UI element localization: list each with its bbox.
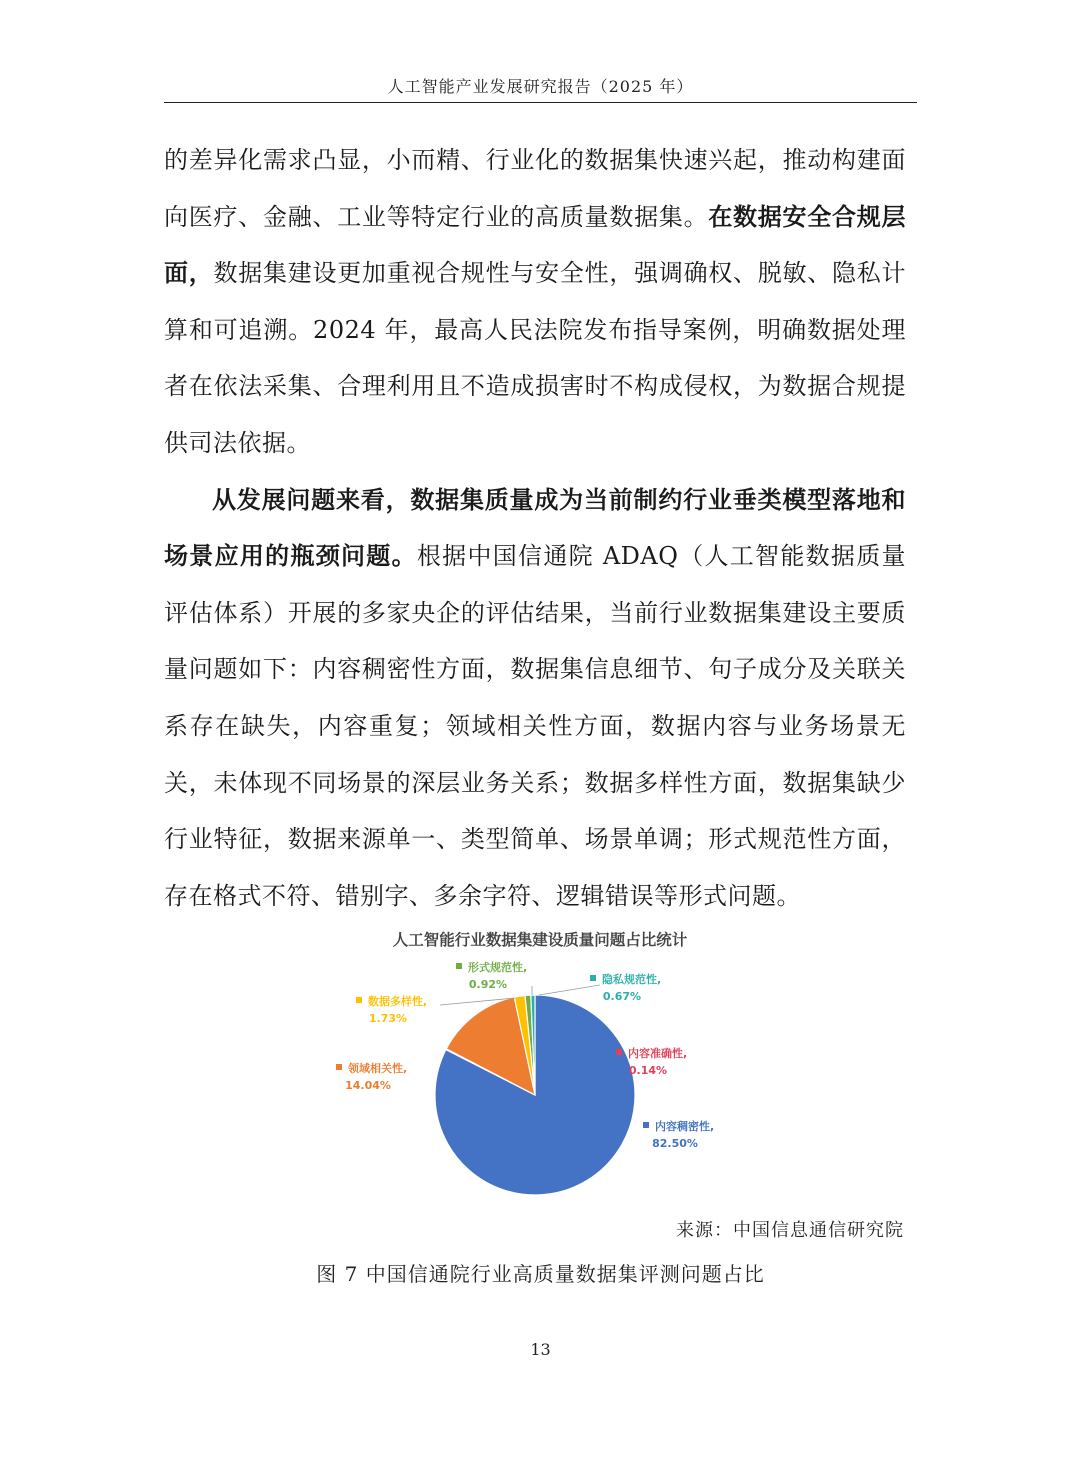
header-rule (164, 102, 917, 103)
legend-marker-6 (616, 1049, 622, 1055)
slice-label-1: 内容稠密性, (655, 1120, 715, 1133)
paragraph-1 (164, 132, 906, 472)
paragraph-1-text-c: 数据集建设更加重视合规性与安全性，强调确权、脱敏、隐私计算和可追溯。2024 年，最高人民法院发布指导案例，明确数据处理者在依法采集、合理利用且不造成损害时不构成侵权，为数据合规提供司法依据。 (164, 259, 906, 457)
pie-chart (320, 955, 760, 1205)
running-header: 人工智能产业发展研究报告（2025 年） (387, 77, 694, 96)
paragraph-1-bold: 在数据安全合规层面， (164, 202, 907, 288)
legend-marker-5 (590, 975, 596, 981)
page-number: 13 (530, 1340, 551, 1359)
slice-label-4: 形式规范性, (468, 961, 528, 974)
slice-value-4: 0.92% (468, 978, 508, 991)
body-text (164, 132, 906, 924)
slice-value-6: 0.14% (628, 1064, 668, 1077)
slice-value-3: 1.73% (368, 1012, 408, 1025)
paragraph-2 (164, 472, 906, 925)
slice-label-6: 内容准确性, (628, 1047, 688, 1060)
legend-marker-1 (643, 1122, 649, 1128)
slice-value-2: 14.04% (345, 1079, 391, 1092)
figure-caption: 图 7 中国信通院行业高质量数据集评测问题占比 (316, 1262, 765, 1286)
leader-line-5 (539, 985, 600, 995)
source-note: 来源：中国信息通信研究院 (676, 1220, 904, 1241)
paragraph-1-text-a: 的差异化需求凸显，小而精、行业化的数据集快速兴起，推动构建面向医疗、金融、工业等特定行业的高质量数据集。 (164, 146, 906, 231)
slice-label-3: 数据多样性, (368, 995, 428, 1008)
legend-marker-3 (356, 997, 362, 1003)
paragraph-2-text: 根据中国信通院 ADAQ（人工智能数据质量评估体系）开展的多家央企的评估结果，当前行业数据集建设主要质量问题如下：内容稠密性方面，数据集信息细节、句子成分及关联关系存在缺失，内容重复；领域相关性方面，数据内容与业务场景无关，未体现不同场景的深层业务关系；数据多样性方面，数据集缺少行业特征，数据来源单一、类型简单、场景单调；形式规范性方面，存在格式不符、错别字、多余字符、逻辑错误等形式问题。 (164, 542, 906, 910)
slice-value-5: 0.67% (602, 990, 642, 1003)
slice-label-5: 隐私规范性, (602, 973, 662, 986)
paragraph-2-bold: 从发展问题来看，数据集质量成为当前制约行业垂类模型落地和场景应用的瓶颈问题。 (164, 485, 906, 571)
legend-marker-2 (336, 1064, 342, 1070)
chart-title: 人工智能行业数据集建设质量问题占比统计 (392, 931, 688, 949)
slice-value-1: 82.50% (652, 1137, 698, 1150)
legend-marker-4 (456, 963, 462, 969)
slice-label-2: 领域相关性, (348, 1062, 408, 1075)
